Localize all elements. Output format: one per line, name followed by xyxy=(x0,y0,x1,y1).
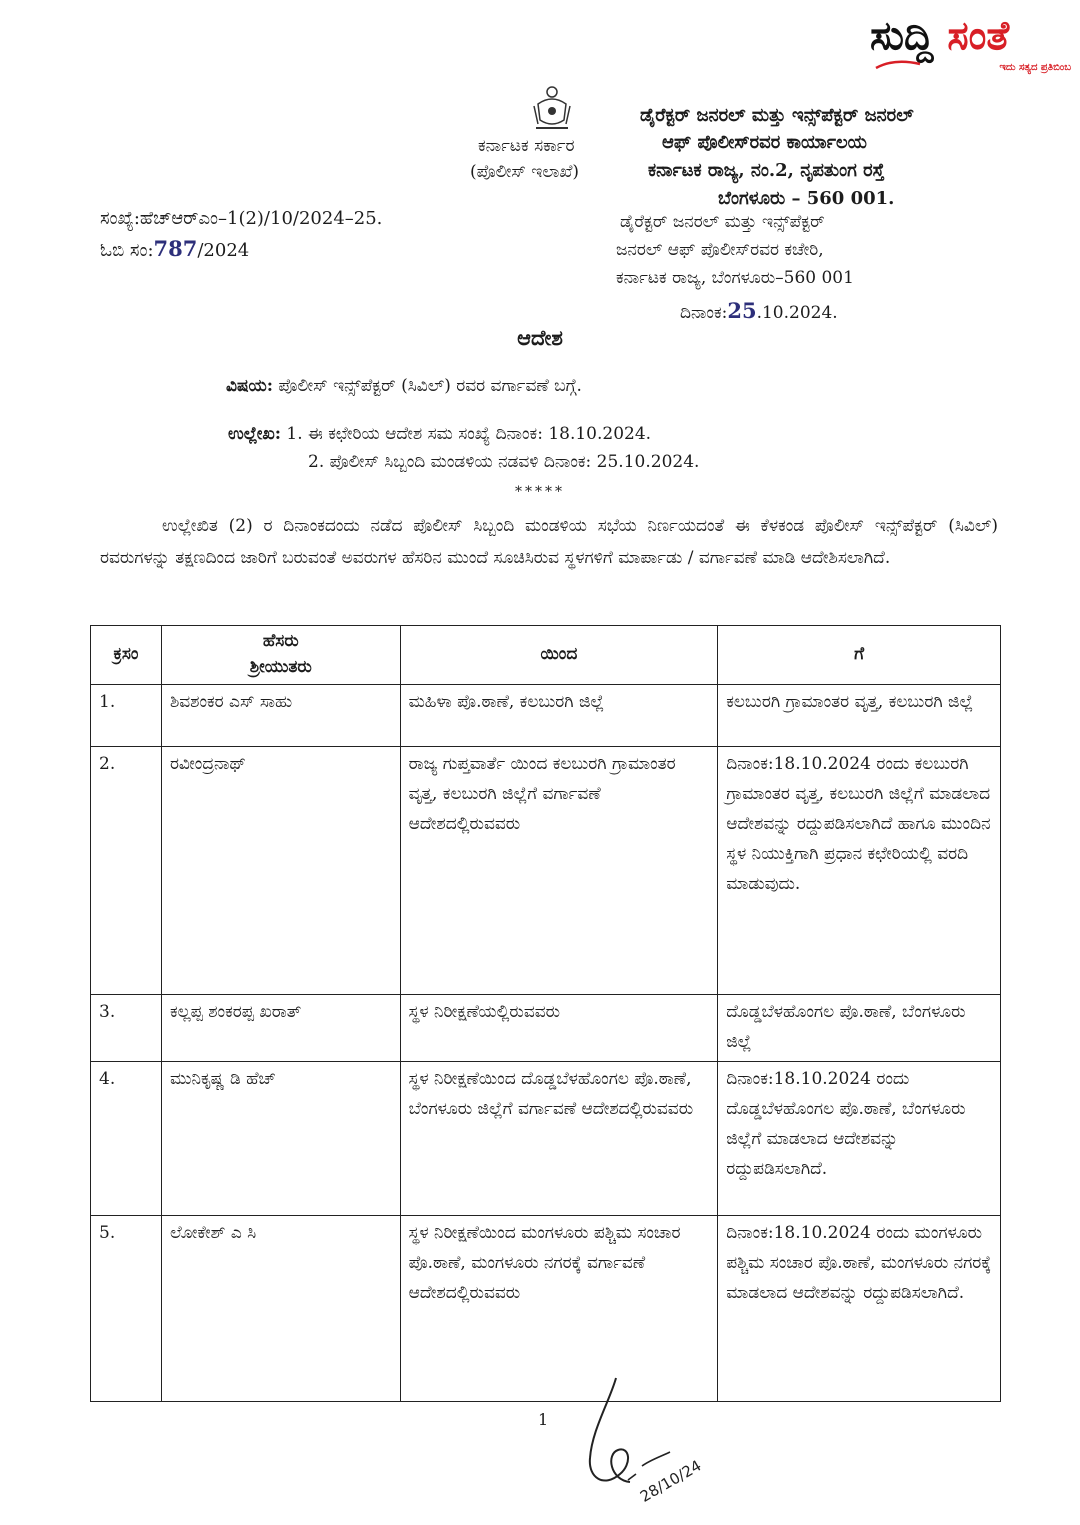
order-title: ಆದೇಶ xyxy=(517,325,563,350)
row-sl: 3. xyxy=(91,995,162,1062)
table-row xyxy=(91,995,1001,1062)
row-name: ರವೀಂದ್ರನಾಥ್ xyxy=(161,747,400,995)
order-date: ದಿನಾಂಕ:25.10.2024. xyxy=(680,298,838,323)
brand-logo xyxy=(860,14,1075,76)
date-handwritten: 25 xyxy=(727,298,757,323)
govt-name: ಕರ್ನಾಟಕ ಸರ್ಕಾರ xyxy=(478,136,575,156)
row-to: ದೊಡ್ಡಬೆಳಹೊಂಗಲ ಪೊ.ಠಾಣೆ, ಬೆಂಗಳೂರು ಜಿಲ್ಲೆ xyxy=(718,995,1001,1062)
separator: ***** xyxy=(515,484,565,500)
table-row xyxy=(91,1216,1001,1402)
state-emblem-icon xyxy=(528,84,576,134)
brand-tagline: ಇದು ಸತ್ಯದ ಪ್ರತಿಬಿಂಬ xyxy=(999,62,1071,73)
row-from: ಮಹಿಳಾ ಪೊ.ಠಾಣೆ, ಕಲಬುರಗಿ ಜಿಲ್ಲೆ xyxy=(400,685,718,747)
logo-swoosh-icon xyxy=(874,58,924,72)
table-row xyxy=(91,1062,1001,1216)
table-row xyxy=(91,747,1001,995)
transfer-table xyxy=(90,625,1001,1402)
row-to: ದಿನಾಂಕ:18.10.2024 ರಂದು ದೊಡ್ಡಬೆಳಹೊಂಗಲ ಪೊ.ಠಾಣೆ, ಬೆಂಗಳೂರು ಜಿಲ್ಲೆಗೆ ಮಾಡಲಾದ ಆದೇಶವನ್ನು ರದ್ದುಪಡಿಸಲಾಗಿದೆ. xyxy=(718,1062,1001,1216)
row-from: ಸ್ಥಳ ನಿರೀಕ್ಷಣೆಯಿಂದ ಮಂಗಳೂರು ಪಶ್ಚಿಮ ಸಂಚಾರ ಪೊ.ಠಾಣೆ, ಮಂಗಳೂರು ನಗರಕ್ಕೆ ವರ್ಗಾವಣೆ ಆದೇಶದಲ್ಲಿರುವವರು xyxy=(400,1216,718,1402)
header-sl: ಕ್ರಸಂ xyxy=(91,626,162,685)
row-name: ಮುನಿಕೃಷ್ಣ ಡಿ ಹೆಚ್ xyxy=(161,1062,400,1216)
address-line-1: ಡೈರೆಕ್ಟರ್ ಜನರಲ್ ಮತ್ತು ಇನ್ಸ್‌ಪೆಕ್ಟರ್ xyxy=(620,212,825,232)
office-line-1: ಡೈರೆಕ್ಟರ್ ಜನರಲ್ ಮತ್ತು ಇನ್ಸ್‌ಪೆಕ್ಟರ್ ಜನರಲ್ xyxy=(640,105,914,126)
address-line-3: ಕರ್ನಾಟಕ ರಾಜ್ಯ, ಬೆಂಗಳೂರು–560 001 xyxy=(616,268,854,288)
row-to: ದಿನಾಂಕ:18.10.2024 ರಂದು ಮಂಗಳೂರು ಪಶ್ಚಿಮ ಸಂಚಾರ ಪೊ.ಠಾಣೆ, ಮಂಗಳೂರು ನಗರಕ್ಕೆ ಮಾಡಲಾದ ಆದೇಶವನ್ನು ರದ್ದುಪಡಿಸಲಾಗಿದೆ. xyxy=(718,1216,1001,1402)
row-name: ಶಿವಶಂಕರ ಎಸ್ ಸಾಹು xyxy=(161,685,400,747)
row-to: ಕಲಬುರಗಿ ಗ್ರಾಮಾಂತರ ವೃತ್ತ, ಕಲಬುರಗಿ ಜಿಲ್ಲೆ xyxy=(718,685,1001,747)
order-paragraph: ಉಲ್ಲೇಖಿತ (2) ರ ದಿನಾಂಕದಂದು ನಡೆದ ಪೊಲೀಸ್ ಸಿಬ್ಬಂದಿ ಮಂಡಳಿಯ ಸಭೆಯ ನಿರ್ಣಯದಂತೆ ಈ ಕೆಳಕಂಡ ಪೊಲೀಸ್ ಇನ್ಸ್‌ಪೆಕ್ಟರ್ (ಸಿವಿಲ್) ರವರುಗಳನ್ನು ತಕ್ಷಣದಿಂದ ಜಾರಿಗೆ ಬರುವಂತೆ ಅವರುಗಳ ಹೆಸರಿನ ಮುಂದೆ ಸೂಚಿಸಿರುವ ಸ್ಥಳಗಳಿಗೆ ಮಾರ್ಪಾಡು / ವರ್ಗಾವಣೆ ಮಾಡಿ ಆದೇಶಿಸಲಾಗಿದೆ. xyxy=(100,516,998,568)
reference-number: ಸಂಖ್ಯೆ:ಹೆಚ್‌ಆರ್‌ಎಂ–1(2)/10/2024–25. xyxy=(100,208,383,229)
office-line-2: ಆಫ್ ಪೊಲೀಸ್‌ರವರ ಕಾರ್ಯಾಲಯ xyxy=(662,132,867,153)
row-name: ಕಲ್ಲಪ್ಪ ಶಂಕರಪ್ಪ ಖರಾತ್ xyxy=(161,995,400,1062)
page-number: 1 xyxy=(538,1410,549,1429)
brand-name: ಸುದ್ದಿ ಸಂತೆ xyxy=(870,13,1010,59)
row-sl: 4. xyxy=(91,1062,162,1216)
row-to: ದಿನಾಂಕ:18.10.2024 ರಂದು ಕಲಬುರಗಿ ಗ್ರಾಮಾಂತರ ವೃತ್ತ, ಕಲಬುರಗಿ ಜಿಲ್ಲೆಗೆ ಮಾಡಲಾದ ಆದೇಶವನ್ನು ರದ್ದುಪಡಿಸಲಾಗಿದೆ ಹಾಗೂ ಮುಂದಿನ ಸ್ಥಳ ನಿಯುಕ್ತಿಗಾಗಿ ಪ್ರಧಾನ ಕಛೇರಿಯಲ್ಲಿ ವರದಿ ಮಾಡುವುದು. xyxy=(718,747,1001,995)
address-line-2: ಜನರಲ್ ಆಫ್ ಪೊಲೀಸ್‌ರವರ ಕಚೇರಿ, xyxy=(616,240,824,260)
header-from: ಯಿಂದ xyxy=(400,626,718,685)
reference-1: ಉಲ್ಲೇಖ: 1. ಈ ಕಛೇರಿಯ ಆದೇಶ ಸಮ ಸಂಖ್ಯೆ ದಿನಾಂಕ: 18.10.2024. xyxy=(228,424,652,444)
subject: ವಿಷಯ: ಪೊಲೀಸ್ ಇನ್ಸ್‌ಪೆಕ್ಟರ್ (ಸಿವಿಲ್) ರವರ ವರ್ಗಾವಣೆ ಬಗ್ಗೆ. xyxy=(226,376,582,396)
row-sl: 1. xyxy=(91,685,162,747)
row-from: ಸ್ಥಳ ನಿರೀಕ್ಷಣೆಯಿಂದ ದೊಡ್ಡಬೆಳಹೊಂಗಲ ಪೊ.ಠಾಣೆ, ಬೆಂಗಳೂರು ಜಿಲ್ಲೆಗೆ ವರ್ಗಾವಣೆ ಆದೇಶದಲ್ಲಿರುವವರು xyxy=(400,1062,718,1216)
ob-handwritten: 787 xyxy=(153,236,198,261)
table-header-row xyxy=(91,626,1001,685)
table-row xyxy=(91,685,1001,747)
row-from: ಸ್ಥಳ ನಿರೀಕ್ಷಣೆಯಲ್ಲಿರುವವರು xyxy=(400,995,718,1062)
row-name: ಲೋಕೇಶ್ ಎ ಸಿ xyxy=(161,1216,400,1402)
row-sl: 5. xyxy=(91,1216,162,1402)
dept-name: (ಪೊಲೀಸ್ ಇಲಾಖೆ) xyxy=(470,162,580,182)
signature-icon xyxy=(570,1370,740,1510)
header-to: ಗೆ xyxy=(718,626,1001,685)
office-line-4: ಬೆಂಗಳೂರು – 560 001. xyxy=(718,188,895,209)
signature-date: 28/10/24 xyxy=(637,1456,705,1506)
office-line-3: ಕರ್ನಾಟಕ ರಾಜ್ಯ, ನಂ.2, ನೃಪತುಂಗ ರಸ್ತೆ xyxy=(648,160,885,181)
ob-number: ಓಬಿ ಸಂ:787/2024 xyxy=(100,236,250,261)
row-sl: 2. xyxy=(91,747,162,995)
row-from: ರಾಜ್ಯ ಗುಪ್ತವಾರ್ತೆ ಯಿಂದ ಕಲಬುರಗಿ ಗ್ರಾಮಾಂತರ ವೃತ್ತ, ಕಲಬುರಗಿ ಜಿಲ್ಲೆಗೆ ವರ್ಗಾವಣೆ ಆದೇಶದಲ್ಲಿರುವವರು xyxy=(400,747,718,995)
header-name: ಹೆಸರು ಶ್ರೀಯುತರು xyxy=(161,626,400,685)
reference-2: 2. ಪೊಲೀಸ್ ಸಿಬ್ಬಂದಿ ಮಂಡಳಿಯ ನಡವಳಿ ದಿನಾಂಕ: 25.10.2024. xyxy=(308,452,700,472)
